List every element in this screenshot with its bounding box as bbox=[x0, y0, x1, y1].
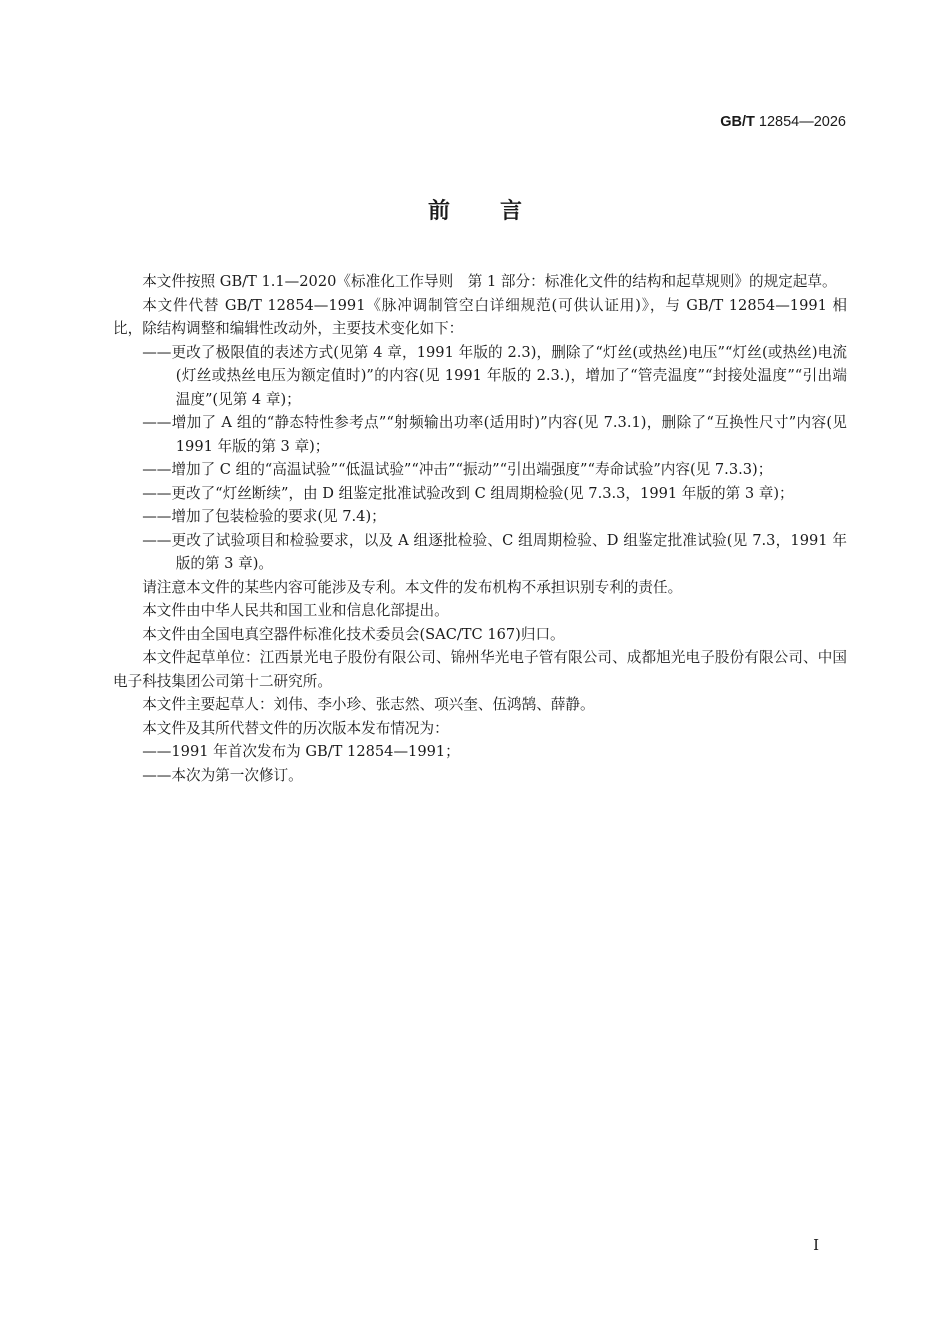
paragraph: 本文件由全国电真空器件标准化技术委员会(SAC/TC 167)归口。 bbox=[142, 625, 565, 643]
history-item: ——本次为第一次修订。 bbox=[142, 766, 303, 784]
paragraph: 本文件主要起草人：刘伟、李小珍、张志然、项兴奎、伍鸿鹄、薛静。 bbox=[142, 696, 595, 713]
change-item: ——增加了包装检验的要求(见 7.4)； bbox=[142, 508, 386, 525]
page-title: 前言 bbox=[427, 199, 572, 224]
change-item: ——增加了 A 组的“静态特性参考点”“射频输出功率(适用时)”内容(见 7.3.1)，删除了“互换性尺寸”内容(见 1991 年版的第 3 章)； bbox=[142, 414, 847, 455]
document-body bbox=[113, 270, 847, 787]
change-item: ——更改了极限值的表述方式(见第 4 章，1991 年版的 2.3)，删除了“灯丝(或热丝)电压”“灯丝(或热丝)电流(灯丝或热丝电压为额定值时)”的内容(见 1991 年版的 2.3.)，增加了“管壳温度”“封接处温度”“引出端温度”(见第 4 章)； bbox=[142, 343, 847, 408]
change-item: ——更改了试验项目和检验要求，以及 A 组逐批检验、C 组周期检验、D 组鉴定批准试验(见 7.3，1991 年版的第 3 章)。 bbox=[142, 531, 847, 572]
paragraph: 本文件代替 GB/T 12854—1991《脉冲调制管空白详细规范(可供认证用)》，与 GB/T 12854—1991 相比，除结构调整和编辑性改动外，主要技术变化如下： bbox=[113, 296, 847, 337]
page-number: I bbox=[813, 1236, 819, 1254]
change-item: ——更改了“灯丝断续”，由 D 组鉴定批准试验改到 C 组周期检验(见 7.3.3，1991 年版的第 3 章)； bbox=[142, 484, 794, 502]
paragraph: 本文件起草单位：江西景光电子股份有限公司、锦州华光电子管有限公司、成都旭光电子股份有限公司、中国电子科技集团公司第十二研究所。 bbox=[113, 649, 847, 690]
standard-code: 12854—2026 bbox=[758, 114, 846, 130]
paragraph: 本文件由中华人民共和国工业和信息化部提出。 bbox=[142, 602, 449, 619]
history-item: ——1991 年首次发布为 GB/T 12854—1991； bbox=[142, 743, 460, 760]
standard-number bbox=[720, 114, 846, 130]
paragraph: 本文件按照 GB/T 1.1—2020《标准化工作导则 第 1 部分：标准化文件的结构和起草规则》的规定起草。 bbox=[142, 273, 837, 290]
paragraph: 请注意本文件的某些内容可能涉及专利。本文件的发布机构不承担识别专利的责任。 bbox=[142, 578, 683, 596]
paragraph: 本文件及其所代替文件的历次版本发布情况为： bbox=[142, 719, 449, 737]
change-item: ——增加了 C 组的“高温试验”“低温试验”“冲击”“振动”“引出端强度”“寿命试验”内容(见 7.3.3)； bbox=[142, 461, 773, 478]
standard-prefix: GB/T bbox=[720, 114, 755, 130]
